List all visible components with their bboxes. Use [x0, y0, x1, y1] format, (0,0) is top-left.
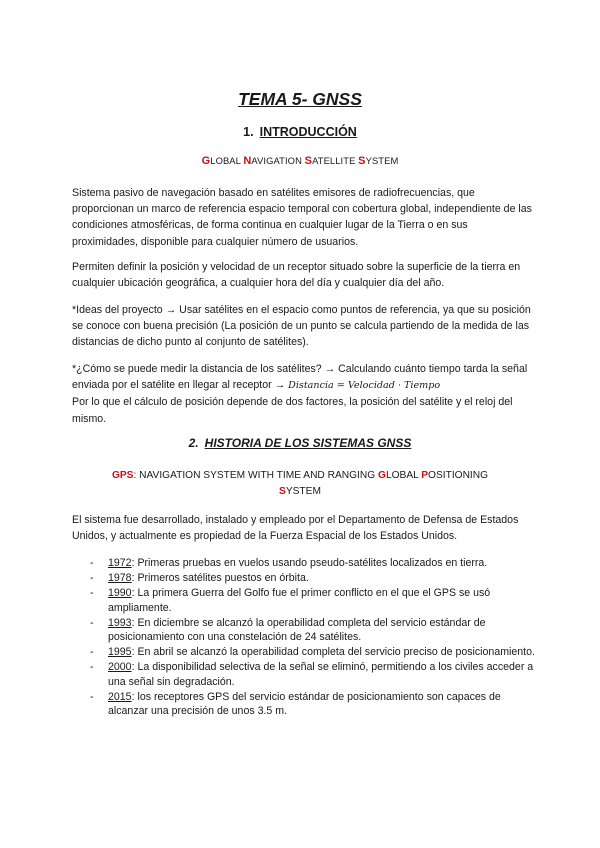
history-year: 1978 — [108, 572, 132, 585]
distance-question: *¿Cómo se puede medir la distancia de los satélites? → Calculando cuánto tiempo tarda la señal enviada por el satélite en llegar al receptor → — [72, 363, 528, 392]
section-number: 1. — [243, 125, 254, 139]
acronym-letter: S — [304, 155, 313, 167]
section-label: HISTORIA DE LOS SISTEMAS GNSS — [204, 436, 412, 450]
gps-acronym — [80, 468, 520, 499]
history-text: : La disponibilidad selectiva de la señal se eliminó, permitiendo a los civiles acceder a una señal sin degradación. — [108, 661, 534, 688]
list-dash: - — [90, 572, 94, 585]
acronym-rest: YSTEM — [365, 155, 399, 166]
list-dash: - — [90, 616, 94, 629]
list-dash: - — [90, 690, 94, 703]
acronym-letter: N — [243, 155, 252, 167]
gnss-acronym — [0, 155, 600, 167]
acronym-letter: S — [279, 485, 286, 497]
history-year: 1995 — [108, 646, 132, 659]
distance-formula: Distancia = Velocidad · Tiempo — [288, 380, 441, 392]
history-list — [90, 556, 540, 719]
acronym-letter: S — [358, 155, 366, 167]
list-item — [90, 571, 540, 585]
list-item — [90, 616, 540, 644]
paragraph-capabilities: Permiten definir la posición y velocidad de un receptor situado sobre la superficie de la tierra en cualquier ubicación geográfica, a cualquier hora del día y cualquier día del año. — [72, 261, 521, 290]
acronym-rest: AVIGATION — [251, 155, 305, 166]
acronym-rest: ATELLITE — [312, 155, 359, 166]
history-year: 1990 — [108, 587, 132, 600]
history-text: : los receptores GPS del servicio estándar de posicionamiento son capaces de alcanzar una precisión de unos 3.5 m. — [108, 690, 501, 718]
history-text: : Primeros satélites puestos en órbita. — [131, 572, 309, 585]
history-text: : Primeras pruebas en vuelos usando pseudo-satélites localizados en tierra. — [131, 557, 488, 569]
paragraph-distance — [72, 361, 536, 427]
list-dash: - — [90, 661, 94, 674]
history-text: : En abril se alcanzó la operabilidad completa del servicio preciso de posicionamiento. — [131, 646, 535, 659]
acronym-rest: LOBAL — [210, 155, 244, 166]
history-text: : En diciembre se alcanzó la operabilidad completa del servicio estándar de posicionamiento con una constelación de 24 satélites. — [108, 616, 486, 644]
history-year: 1972 — [108, 557, 132, 569]
section-heading-introduccion — [0, 125, 600, 139]
gps-expansion: : NAVIGATION SYSTEM WITH TIME AND RANGING — [133, 470, 378, 481]
acronym-letter: G — [201, 155, 211, 167]
acronym-letter: G — [378, 470, 386, 481]
list-dash: - — [90, 557, 94, 569]
page-title: TEMA 5- GNSS — [238, 89, 362, 109]
list-item — [90, 586, 540, 614]
section-heading-historia — [0, 436, 600, 450]
acronym-rest: OSITIONING — [428, 470, 489, 481]
history-year: 2000 — [108, 661, 132, 674]
paragraph-project-ideas: *Ideas del proyecto → Usar satélites en el espacio como puntos de referencia, ya que su posición se conoce con buena precisión (La posición de un punto se calcula partiendo de la medida de las distancias de dicho punto al conjunto de satélites). — [72, 304, 531, 349]
section-label: INTRODUCCIÓN — [259, 125, 357, 139]
gps-label: GPS — [111, 470, 134, 481]
paragraph-gps-intro: El sistema fue desarrollado, instalado y empleado por el Departamento de Defensa de Estados Unidos, y actualmente es propiedad de la Fuerza Espacial de los Estados Unidos. — [72, 514, 519, 543]
acronym-rest: YSTEM — [285, 485, 321, 497]
history-text: : La primera Guerra del Golfo fue el primer conflicto en el que el GPS se usó ampliamente. — [108, 587, 491, 614]
history-year: 1993 — [108, 616, 132, 629]
list-item — [90, 690, 540, 718]
history-year: 2015 — [108, 690, 132, 703]
paragraph-definition: Sistema pasivo de navegación basado en satélites emisores de radiofrecuencias, que proporcionan un marco de referencia espacio temporal con cobertura global, independiente de las condiciones atmosféricas, de forma continua en cualquier lugar de la Tierra o en sus proximidades, disponible para cualquier número de usuarios. — [72, 187, 532, 248]
acronym-letter: P — [421, 470, 429, 481]
section-number: 2. — [188, 436, 199, 450]
list-item — [90, 645, 540, 659]
position-factors: Por lo que el cálculo de posición depende de dos factores, la posición del satélite y el reloj del mismo. — [72, 396, 513, 425]
list-dash: - — [90, 646, 94, 659]
list-item — [90, 660, 540, 688]
list-dash: - — [90, 587, 94, 600]
list-item — [90, 556, 540, 570]
acronym-rest: LOBAL — [385, 470, 422, 481]
